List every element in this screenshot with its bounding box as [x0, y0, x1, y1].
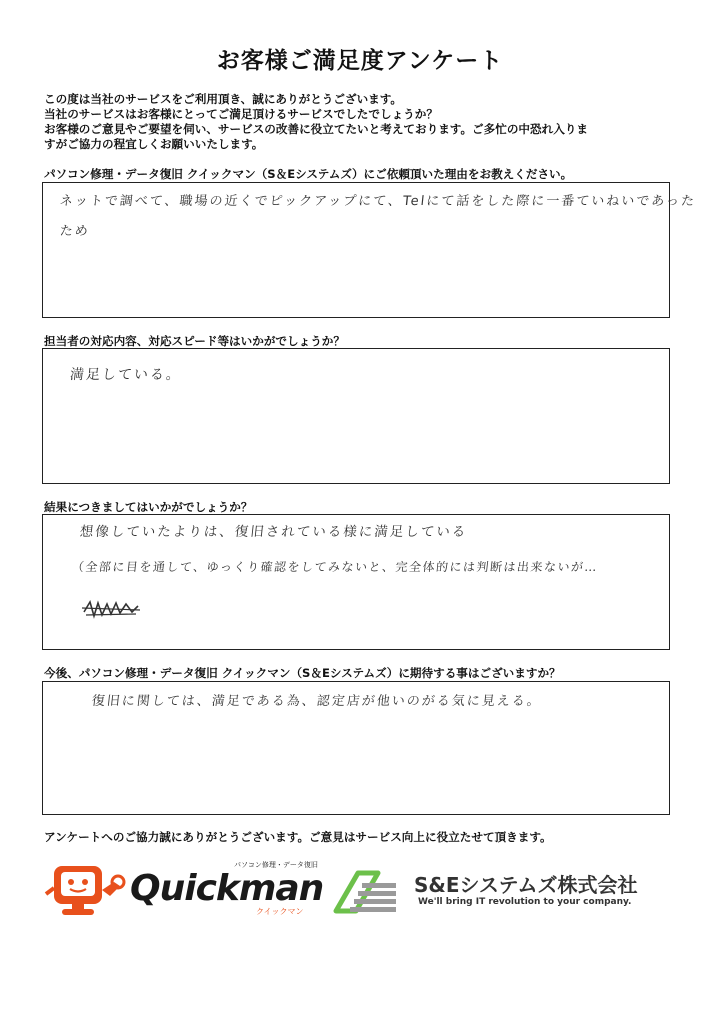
quickman-wordmark: Quickman: [130, 868, 324, 909]
se-systems-name: S&Eシステムズ株式会社: [414, 873, 638, 897]
logo-row: [0, 855, 720, 925]
quickman-mascot-icon: [44, 860, 128, 920]
scribble-mark: [80, 598, 142, 620]
question-4-label: 今後、パソコン修理・データ復旧 クイックマン（S＆Eシステムズ）に期待する事はございますか？: [44, 666, 561, 680]
question-3-label: 結果につきましてはいかがでしょうか？: [44, 500, 253, 514]
answer-3-line-2: （全部に目を通して、ゆっくり確認をしてみないと、完全体的には判断は出来ないが…: [71, 560, 599, 574]
intro-text: [44, 92, 684, 152]
answer-2-line-1: 満足している。: [69, 367, 183, 383]
answer-4-line-1: 復旧に関しては、満足である為、認定店が他いのがる気に見える。: [91, 694, 543, 709]
answer-1-line-2: ため: [59, 224, 91, 239]
question-2-label: 担当者の対応内容、対応スピード等はいかがでしょうか？: [44, 334, 345, 348]
intro-line: 当社のサービスはお客様にとってご満足頂けるサービスでしたでしょうか？: [44, 107, 438, 121]
se-systems-logo: [332, 863, 682, 923]
intro-line: すがご協力の程宜しくお願いいたします。: [44, 137, 264, 151]
intro-line: この度は当社のサービスをご利用頂き、誠にありがとうございます。: [44, 92, 403, 106]
quickman-subtitle: パソコン修理・データ復旧: [234, 861, 318, 869]
quickman-kana: クイックマン: [256, 907, 304, 916]
intro-line: お客様のご意見やご要望を伺い、サービスの改善に役立てたいと考えております。ご多忙の中恐れ入りま: [44, 122, 588, 136]
se-systems-emblem-icon: [332, 867, 404, 917]
question-1-label: パソコン修理・データ復旧 クイックマン（S＆Eシステムズ）にご依頼頂いた理由をお教えください。: [44, 167, 573, 181]
quickman-logo: [44, 860, 324, 920]
se-systems-tagline: We'll bring IT revolution to your company.: [418, 897, 632, 907]
thanks-text: アンケートへのご協力誠にありがとうございます。ご意見はサービス向上に役立たせて頂きます。: [44, 830, 552, 844]
page-title: お客様ご満足度アンケート: [216, 48, 504, 74]
answer-3-line-1: 想像していたよりは、復旧されている様に満足している: [78, 524, 469, 540]
answer-1-line-1: ネットで調べて、職場の近くでピックアップにて、Telにて話をした際に一番ていねいであった: [59, 194, 697, 209]
